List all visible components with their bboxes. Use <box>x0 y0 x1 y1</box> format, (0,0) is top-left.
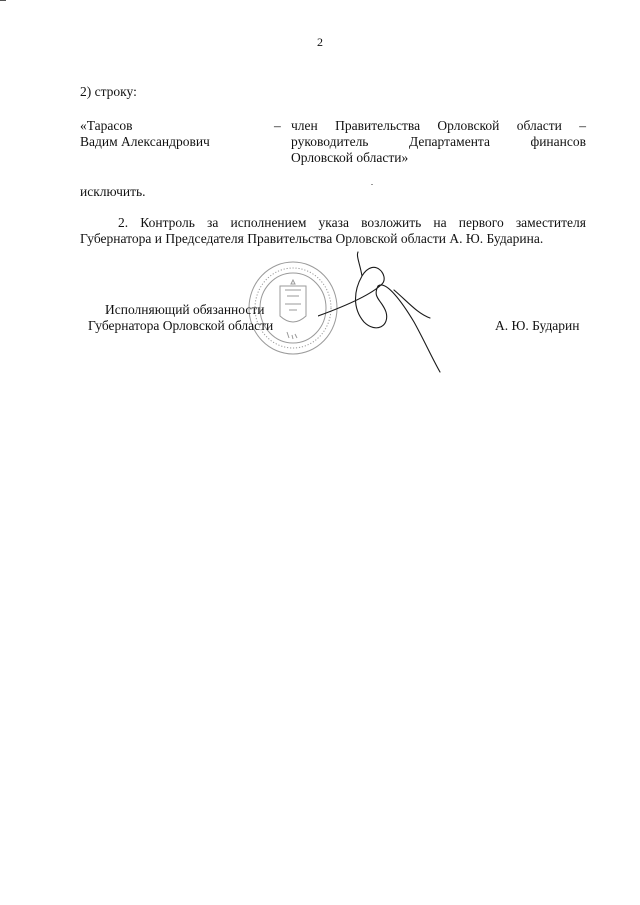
entry-position-line2: руководитель Департамента финансов <box>291 134 586 149</box>
paragraph2-line2: Губернатора и Председателя Правительства Орловской области А. Ю. Бударина. <box>80 231 544 246</box>
entry-name-line1: «Тарасов <box>80 118 133 133</box>
entry-position-line1: член Правительства Орловской области – <box>291 118 586 133</box>
entry-name-line2: Вадим Александрович <box>80 134 210 149</box>
handwritten-signature <box>318 250 444 376</box>
signatory-title-line1: Исполняющий обязанности <box>105 302 265 317</box>
entry-position-line3: Орловской области» <box>291 150 409 165</box>
entry-dash: – <box>274 118 281 133</box>
page-number: 2 <box>317 35 323 49</box>
intro-text: 2) строку: <box>80 84 137 99</box>
scan-mark <box>0 0 6 1</box>
exclude-text: исключить. <box>80 184 146 199</box>
signatory-title-line2: Губернатора Орловской области <box>88 318 274 333</box>
signatory-name: А. Ю. Бударин <box>495 318 580 333</box>
paragraph2-line1: 2. Контроль за исполнением указа возложить на первого заместителя <box>118 215 586 230</box>
scan-dot <box>371 184 373 185</box>
